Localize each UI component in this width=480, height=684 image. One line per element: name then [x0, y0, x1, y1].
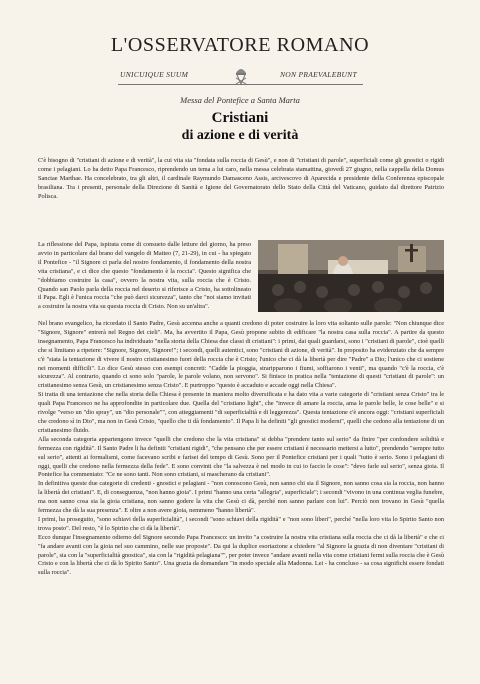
headline-line-1: Cristiani	[211, 110, 269, 126]
article-paragraph-8: Ecco dunque l'insegnamento odierno del Signore secondo Papa Francesco: un invito "a costruire la nostra vita cristiana sulla roccia che ci dà la libertà" e che ci "fa andare avanti con la gioia nel suo cammino, nelle sue proposte". Da qui la duplice esortazione a chiedere "al Signore la grazia di non diventare "cristiani di parole", sia con la "superficialità gnostica", sia con la "rigidità pelagiana"", per poter invece "andare avanti nella vita come cristiani fermi sulla roccia che è Gesù Cristo e con la libertà che ci dà lo Spirito Santo". Una grazia da domandare "in modo speciale alla Madonna. Lei - ha concluso - sa cosa significhi essere fondati sulla roccia".	[38, 533, 444, 577]
motto-right: NON PRAEVALEBUNT	[280, 70, 357, 79]
masthead-rule	[118, 84, 363, 85]
section-heading: Messa del Pontefice a Santa Marta	[180, 95, 300, 105]
article-paragraph-5: Alla seconda categoria appartengono invece "quelli che credono che la vita cristiana" si debba "prendere tanto sul serio" da finire "per confondere solidità e fermezza con rigidità". Il Santo Padre li ha definiti "cristiani rigidi", "che pensano che per essere cristiani è necessario mettersi a lutto", prendendo "sempre tutto sul serio", attenti ai formalismi, come facevano scribi e farisei del tempo di Gesù. Sono per il Pontefice cristiani per i quali "tutto è serio. Sono i pelagiani di oggi, quelli che credono nella fermezza della fede". E sono convinti che "la salvezza è nel modo in cui io faccio le cose": "devo farle sul serio", senza gioia. Il Pontefice ha commentato: "Ce ne sono tanti. Non sono cristiani, si mascherano da cristiani".	[38, 435, 444, 479]
mass-photo	[258, 240, 444, 312]
papal-emblem-icon	[232, 64, 250, 86]
motto-left: UNICUIQUE SUUM	[120, 70, 189, 79]
masthead-title: L'OSSERVATORE ROMANO	[110, 34, 370, 56]
article-paragraph-6: In definitiva queste due categorie di credenti - gnostici e pelagiani - "non conoscono Gesù, non sanno chi sia il Signore, non sanno cosa sia la roccia, non hanno la libertà dei cristiani". E, di conseguenza, "non hanno gioia". I primi "hanno una certa "allegria", superficiale"; i secondi "vivono in una continua veglia funebre, ma non sanno cosa sia la gioia cristiana, non sanno godere la vita che Gesù ci dà, perché non sanno parlare con lui". Perciò non trovano in Gesù "quella fermezza che dà la sua presenza". E oltre a non avere gioia, nemmeno "hanno libertà".	[38, 480, 444, 515]
article-body	[38, 320, 444, 578]
article-paragraph-7: I primi, ha proseguito, "sono schiavi della superficialità", i secondi "sono schiavi della rigidità" e "non sono liberi", perché "nella loro vita lo Spirito Santo non trova posto". Del resto, "è lo Spirito che ci dà la libertà".	[38, 515, 444, 532]
article-paragraph-4: Si tratta di una tentazione che nella storia della Chiesa è presente in maniera molto diversificata e ha dato vita a varie categorie di "cristiani senza Cristo" tra le quali Papa Francesco ne ha approfondite in particolare due. Quella del "cristiano light", che "invece di amare la roccia, ama le parole belle, le cose belle" e si rivolge "verso un "dio spray", un "dio personale"", con atteggiamenti "di superficialità e di leggerezza". Questa tentazione c'è ancora oggi: "cristiani superficiali che credono sì in Dio", ma non in Gesù Cristo, "quello che ti dà fondamento". Il Papa li ha definiti "gli gnostici moderni", quelli che cedono alla tentazione di un cristianesimo fluido.	[38, 391, 444, 434]
article-paragraph-3: Nel brano evangelico, ha ricordato il Santo Padre, Gesù accenna anche a quanti credono di poter costruire la loro vita soltanto sulle parole: "Non chiunque dice "Signore, Signore" entrerà nel Regno dei cieli". Ma, ha avvertito il Papa, Gesù propone subito di edificare "la nostra casa sulla roccia". A partire da questo insegnamento, Papa Francesco ha individuato "nella storia della Chiesa due classi di cristiani": i primi, dai quali guardarsi, sono i "cristiani di parole", cioè quelli che si limitano a ripetere: "Signore, Signore, Signore!"; i secondi, quelli autentici, sono "cristiani di azione, di verità". In proposito ha evidenziato che da sempre c'è "stata la tentazione di vivere il nostro cristianesimo fuori della roccia che è Cristo; l'unico che ci dà la libertà per dire "Padre" a Dio; l'unico che ci sostiene nei momenti difficili". Lo dice Gesù stesso con esempi concreti: "Cadde la pioggia, straripparono i fiumi, soffiarono i venti", ma quando "c'è la roccia, c'è sicurezza". Al contrario, quando ci sono solo "parole, le parole volano, non servono". Si finisce in pratica nella "tentazione di questi "cristiani di parole": un cristianesimo senza Gesù, un cristianesimo senza Cristo". E purtroppo "questo è accaduto e accade oggi nella Chiesa".	[38, 320, 444, 390]
article-paragraph-2: La riflessione del Papa, ispirata come di consueto dalle letture del giorno, ha preso avvio in particolare dal brano del vangelo di Matteo (7, 21-29), in cui - ha spiegato il Pontefice - "il Signore ci parla del nostro fondamento, il fondamento della nostra vita cristiana", e ci dice che questo "fondamento è la roccia". Questo significa che "dobbiamo costruire la casa", ovvero la nostra vita, sulla roccia che è Cristo. Quando san Paolo parla della roccia nel deserto si riferisce a Cristo, ha sottolineato il Papa. Egli è l'unica roccia "che può darci sicurezza", tanto che "noi siamo invitati a costruire la nostra vita su questa roccia di Cristo. Non su un'altra".	[38, 241, 251, 311]
article-paragraph-1: C'è bisogno di "cristiani di azione e di verità", la cui vita sia "fondata sulla roccia di Gesù", e non di "cristiani di parole", superficiali come gli gnostici o rigidi come i pelagiani. Lo ha detto Papa Francesco, riprendendo un tema a lui caro, nella messa celebrata stamattina, giovedì 27 giugno, nella cappella della Domus Sanctae Marthae. Ha concelebrato, tra gli altri, il cardinale Raymundo Damasceno Assis, arcivescovo di Aparecida e presidente della Conferenza episcopale brasiliana. Tra i presenti, personale della Direzione di Sanità e Igiene del Governatorato dello Stato della Città del Vaticano, guidato dal direttore Patrizio Polisca.	[38, 157, 444, 200]
headline-line-2: di azione e di verità	[181, 128, 299, 143]
